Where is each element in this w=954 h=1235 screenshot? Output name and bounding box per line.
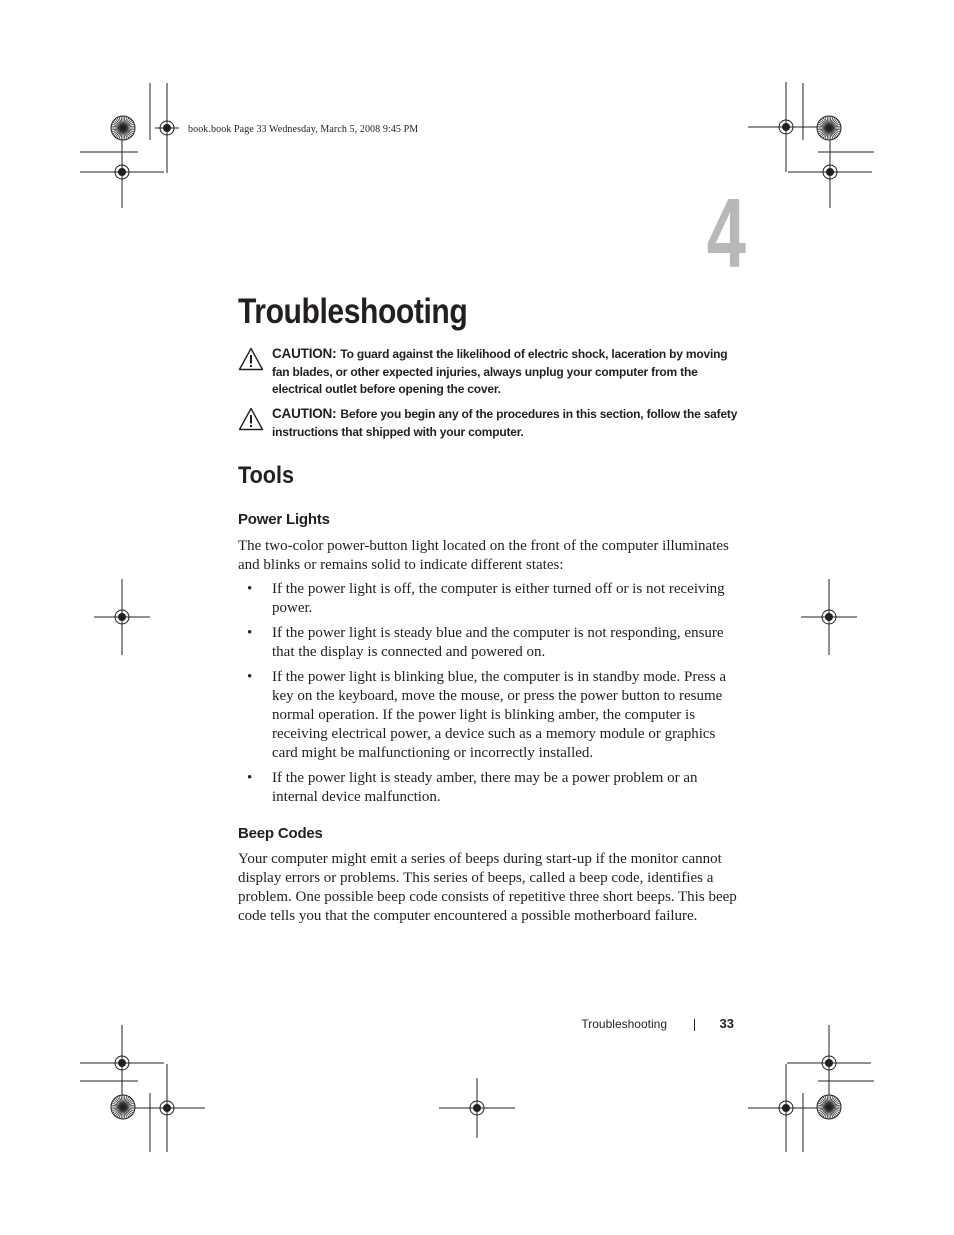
power-lights-heading: Power Lights: [238, 511, 330, 528]
caution-text: To guard against the likelihood of electric shock, laceration by moving fan blades, or other expected injuries, always unplug your computer from the electrical outlet before opening the cover.: [272, 347, 728, 396]
bullet-glyph: •: [247, 669, 253, 685]
caution-icon: [238, 407, 264, 431]
beep-codes-heading: Beep Codes: [238, 825, 323, 842]
power-lights-list: [238, 580, 738, 813]
chapter-title: Troubleshooting: [238, 292, 468, 331]
bullet-glyph: •: [247, 770, 253, 786]
list-item: [238, 668, 738, 763]
list-item-text: If the power light is off, the computer is either turned off or is not receiving power.: [272, 581, 725, 616]
register-dot: [826, 614, 833, 621]
register-dot: [474, 1105, 481, 1112]
bullet-glyph: •: [247, 581, 253, 597]
list-item-text: If the power light is blinking blue, the computer is in standby mode. Press a key on the keyboard, move the mouse, or press the power button to resume normal operation. If the power light is blinking amber, the computer is receiving electrical power, a device such as a memory module or graphics card might be malfunctioning or incorrectly installed.: [272, 669, 727, 761]
caution-text: Before you begin any of the procedures in this section, follow the safety instructions that shipped with your computer.: [272, 407, 738, 439]
list-item: [238, 769, 738, 807]
caution-label: CAUTION:: [272, 406, 337, 421]
footer-divider: [694, 1019, 695, 1031]
register-dot: [164, 125, 171, 132]
caution-icon: [238, 347, 264, 371]
register-dot: [826, 1060, 833, 1067]
chapter-number: 4: [706, 178, 746, 288]
list-item: [238, 580, 738, 618]
list-item-text: If the power light is steady blue and the computer is not responding, ensure that the display is connected and powered on.: [272, 625, 724, 660]
bullet-glyph: •: [247, 625, 253, 641]
slug-line: book.book Page 33 Wednesday, March 5, 2008 9:45 PM: [188, 124, 419, 135]
caution-notice-2: [238, 405, 738, 441]
register-dot: [783, 124, 790, 131]
register-dot: [119, 1060, 126, 1067]
section-title: Tools: [238, 462, 294, 489]
caution-label: CAUTION:: [272, 346, 337, 361]
footer-section-label: Troubleshooting: [581, 1017, 667, 1031]
caution-notice-1: [238, 345, 738, 399]
register-dot: [119, 614, 126, 621]
register-dot: [164, 1105, 171, 1112]
register-dot: [783, 1105, 790, 1112]
beep-codes-text: Your computer might emit a series of beeps during start-up if the monitor cannot display errors or problems. This series of beeps, called a beep code, identifies a problem. One possible beep code consists of repetitive three short beeps. This beep code tells you that the computer encountered a possible motherboard failure.: [238, 851, 737, 924]
page-number: 33: [719, 1016, 734, 1031]
register-dot: [827, 169, 834, 176]
register-dot: [119, 169, 126, 176]
power-lights-intro: The two-color power-button light located on the front of the computer illuminates and blinks or remains solid to indicate different states:: [238, 538, 729, 573]
list-item-text: If the power light is steady amber, there may be a power problem or an internal device malfunction.: [272, 770, 698, 805]
list-item: [238, 624, 738, 662]
